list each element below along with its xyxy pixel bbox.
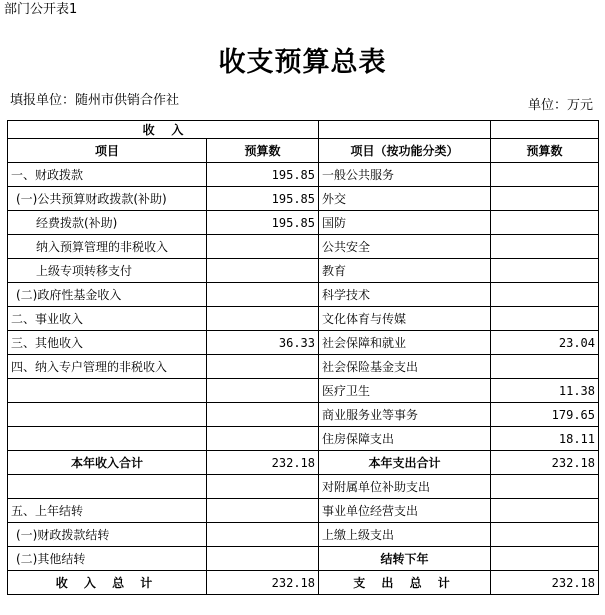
expense-value [491,163,599,187]
table-row [8,403,599,427]
empty-cell [207,547,319,571]
income-item: (二)政府性基金收入 [8,283,207,307]
document-label: 部门公开表1 [4,2,78,17]
income-item: 上级专项转移支付 [8,259,207,283]
grand-total-row [8,571,599,595]
expense-item: 国防 [319,211,491,235]
expense-item: 公共安全 [319,235,491,259]
expense-item: 一般公共服务 [319,163,491,187]
income-item: 纳入预算管理的非税收入 [8,235,207,259]
expense-budget-header: 预算数 [491,139,599,163]
expense-item: 住房保障支出 [319,427,491,451]
expense-item: 医疗卫生 [319,379,491,403]
expense-value [491,235,599,259]
income-item: 二、事业收入 [8,307,207,331]
empty-cell [207,475,319,499]
income-value [207,259,319,283]
table-row [8,499,599,523]
expense-value [491,259,599,283]
income-item: 一、财政拨款 [8,163,207,187]
income-grand-total-label: 收 入 总 计 [8,571,207,595]
table-row [8,331,599,355]
table-row [8,547,599,571]
table-row [8,355,599,379]
income-value: 195.85 [207,163,319,187]
year-total-row [8,451,599,475]
empty-cell [207,499,319,523]
expense-value [491,187,599,211]
empty-cell [491,475,599,499]
filling-unit [10,92,205,119]
table-row [8,283,599,307]
expense-item: 社会保险基金支出 [319,355,491,379]
expense-item: 科学技术 [319,283,491,307]
unit-label: 单位：万元 [527,98,593,113]
expense-item-header: 项目（按功能分类） [319,139,491,163]
expense-item: 教育 [319,259,491,283]
income-value [207,307,319,331]
empty-cell [491,121,599,139]
income-item: 四、纳入专户管理的非税收入 [8,355,207,379]
income-item: 经费拨款(补助) [8,211,207,235]
expense-value: 179.65 [491,403,599,427]
empty-cell [491,523,599,547]
year-expense-total-label: 本年支出合计 [319,451,491,475]
filling-unit-label: 填报单位： [10,93,76,108]
income-item: 五、上年结转 [8,499,207,523]
table-row [8,211,599,235]
carry-forward-label: 结转下年 [319,547,491,571]
expense-item: 事业单位经营支出 [319,499,491,523]
expense-grand-total-label: 支 出 总 计 [319,571,491,595]
table-row [8,523,599,547]
income-item [8,403,207,427]
table-column-header [8,139,599,163]
year-income-total-label: 本年收入合计 [8,451,207,475]
expense-grand-total-value: 232.18 [491,571,599,595]
income-value [207,427,319,451]
expense-item: 外交 [319,187,491,211]
income-item [8,427,207,451]
table-group-header [8,121,599,139]
table-row [8,259,599,283]
empty-cell [207,523,319,547]
income-budget-header: 预算数 [207,139,319,163]
empty-cell [491,499,599,523]
expense-value: 18.11 [491,427,599,451]
budget-table [7,120,599,595]
empty-cell [319,121,491,139]
income-value: 195.85 [207,211,319,235]
income-item: (一)公共预算财政拨款(补助) [8,187,207,211]
table-row [8,163,599,187]
expense-value: 23.04 [491,331,599,355]
table-row [8,307,599,331]
empty-cell [491,547,599,571]
income-grand-total-value: 232.18 [207,571,319,595]
filling-unit-value: 随州市供销合作社 [75,93,180,108]
year-expense-total-value: 232.18 [491,451,599,475]
expense-value [491,307,599,331]
income-item-header: 项目 [8,139,207,163]
table-row [8,475,599,499]
income-item [8,379,207,403]
table-row [8,187,599,211]
income-value [207,403,319,427]
expense-value [491,355,599,379]
income-value [207,235,319,259]
income-item: (一)财政拨款结转 [8,523,207,547]
year-income-total-value: 232.18 [207,451,319,475]
expense-item: 商业服务业等事务 [319,403,491,427]
table-row [8,235,599,259]
expense-item: 上缴上级支出 [319,523,491,547]
income-value [207,379,319,403]
income-item: 三、其他收入 [8,331,207,355]
table-row [8,427,599,451]
income-value: 195.85 [207,187,319,211]
document-title: 收支预算总表 [218,47,387,78]
income-value [207,283,319,307]
income-item [8,475,207,499]
expense-value [491,283,599,307]
income-group-header: 收 入 [8,121,319,139]
expense-item: 文化体育与传媒 [319,307,491,331]
expense-item: 社会保障和就业 [319,331,491,355]
income-value: 36.33 [207,331,319,355]
expense-value: 11.38 [491,379,599,403]
table-row [8,379,599,403]
expense-item: 对附属单位补助支出 [319,475,491,499]
expense-value [491,211,599,235]
income-value [207,355,319,379]
income-item: (二)其他结转 [8,547,207,571]
